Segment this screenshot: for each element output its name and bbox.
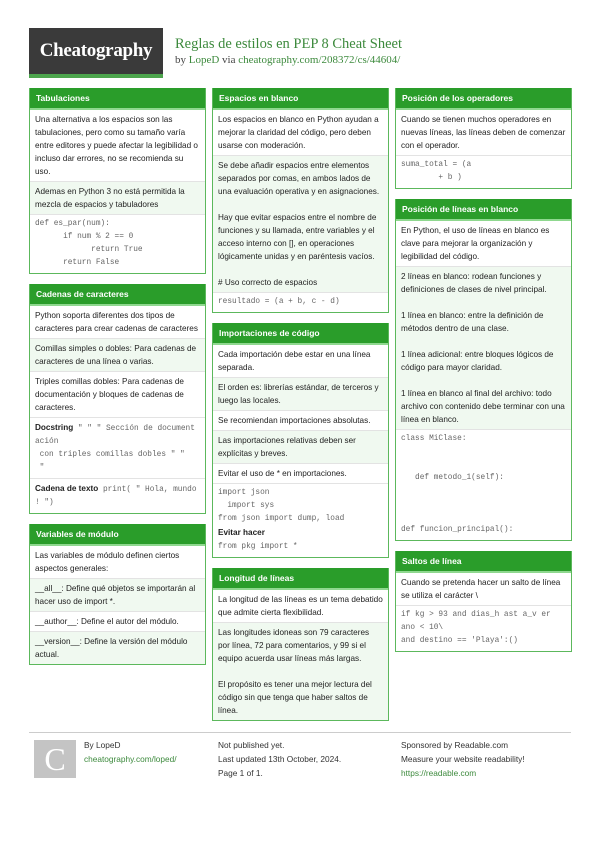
section-title: Longitud de líneas	[213, 568, 388, 590]
paragraph: Cada importación debe estar en una línea separada.	[213, 345, 388, 378]
docstring-example	[30, 418, 205, 479]
paragraph: Cuando se tienen muchos operadores en nuevas líneas, las líneas deben de comenzar con el operador.	[396, 110, 571, 156]
paragraph: Ademas en Python 3 no está permitida la mezcla de espacios y tabuladores	[30, 182, 205, 215]
paragraph: Las importaciones relativas deben ser explícitas y breves.	[213, 431, 388, 464]
footer-readable-link[interactable]: https://readable.com	[401, 768, 477, 778]
docstring-code: " " " Sección de document ación con triples comillas dobles " " "	[35, 425, 195, 472]
section-title: Tabulaciones	[30, 88, 205, 110]
section-espacios	[212, 88, 389, 313]
sheet-url-link[interactable]: cheatography.com/208372/cs/44604/	[238, 54, 401, 66]
string-example	[30, 479, 205, 513]
section-title: Cadenas de caracteres	[30, 284, 205, 306]
paragraph: En Python, el uso de líneas en blanco es clave para mejorar la organización y legibilidad del código.	[396, 221, 571, 267]
column-3	[395, 88, 572, 662]
paragraph: __author__: Define el autor del módulo.	[30, 612, 205, 632]
section-cadenas	[29, 284, 206, 514]
footer-author-link[interactable]: cheatography.com/loped/	[84, 754, 177, 764]
import-code: import json import sys from json import dump, load	[218, 489, 345, 523]
code-block: if kg > 93 and dias_h ast a_v er ano < 10\ and destino == 'Playa':()	[401, 611, 551, 645]
string-code: print( " Hola, mundo ! ")	[35, 486, 197, 507]
paragraph: Comillas simples o dobles: Para cadenas de caracteres de una línea o varias.	[30, 339, 205, 372]
paragraph: 2 líneas en blanco: rodean funciones y definiciones de clases de nivel principal. 1 línea en blanco: entre la definición de métodos dentro de una clase. 1 línea adicional: entre bloques lógicos de código para mayor claridad. 1 línea en blanco al final del archivo: todo archivo con contenido debe terminar con una línea en blanco.	[396, 267, 571, 430]
logo-accent-bar	[29, 74, 163, 78]
section-title: Variables de módulo	[30, 524, 205, 546]
paragraph: __version__: Define la versión del módulo actual.	[30, 632, 205, 664]
section-title: Saltos de línea	[396, 551, 571, 573]
author-avatar: C	[34, 740, 76, 778]
footer-updated: Last updated 13th October, 2024.	[218, 754, 342, 764]
paragraph: Cuando se pretenda hacer un salto de línea se utiliza el carácter \	[396, 573, 571, 606]
import-star-code: from pkg import *	[218, 543, 298, 551]
paragraph: Los espacios en blanco en Python ayudan a mejorar la claridad del código, pero deben usarse con moderación.	[213, 110, 388, 156]
paragraph: Python soporta diferentes dos tipos de caracteres para crear cadenas de caracteres	[30, 306, 205, 339]
evitar-label: Evitar hacer	[218, 528, 265, 537]
footer-page: Page 1 of 1.	[218, 768, 263, 778]
paragraph: Triples comillas dobles: Para cadenas de documentación y bloques de cadenas de caracteres.	[30, 372, 205, 418]
section-variables	[29, 524, 206, 665]
section-title: Posición de los operadores	[396, 88, 571, 110]
section-lineas-blanco	[395, 199, 572, 541]
paragraph: Se debe añadir espacios entre elementos separados por comas, en ambos lados de una evaluación operativa y en asignaciones. Hay que evitar espacios entre el nombre de funciones y su llamada, entre variables y el acceso interno con [], en operaciones lógicamente unidas y en paréntesis vacíos. # Uso correcto de espacios	[213, 156, 388, 293]
footer-published: Not published yet.	[218, 740, 285, 750]
footer-meta	[218, 738, 341, 780]
paragraph: Se recomiendan importaciones absolutas.	[213, 411, 388, 431]
section-posicion-operadores	[395, 88, 572, 189]
section-importaciones	[212, 323, 389, 558]
footer-measure: Measure your website readability!	[401, 754, 525, 764]
section-longitud	[212, 568, 389, 721]
footer-sponsor	[401, 738, 525, 780]
column-1	[29, 88, 206, 675]
column-2	[212, 88, 389, 731]
paragraph: Las variables de módulo definen ciertos aspectos generales:	[30, 546, 205, 579]
docstring-label: Docstring	[35, 423, 74, 432]
section-title: Posición de líneas en blanco	[396, 199, 571, 221]
paragraph: La longitud de las líneas es un tema debatido que admite cierta flexibilidad.	[213, 590, 388, 623]
by-label: by	[175, 54, 186, 66]
code-block: class MiClase: def metodo_1(self): def funcion_principal():	[401, 435, 514, 534]
footer-sponsored: Sponsored by Readable.com	[401, 740, 509, 750]
section-saltos	[395, 551, 572, 652]
section-title: Espacios en blanco	[213, 88, 388, 110]
code-block: def es_par(num): if num % 2 == 0 return True return False	[35, 220, 143, 267]
paragraph: __all__: Define qué objetos se importarán al hacer uso de import *.	[30, 579, 205, 612]
section-title: Importaciones de código	[213, 323, 388, 345]
via-label: via	[222, 54, 236, 66]
paragraph: Una alternativa a los espacios son las tabulaciones, pero como su tamaño varía entre editores y puede afectar la legibilidad o incluso dar errores, no se recomienda su uso.	[30, 110, 205, 182]
footer-divider	[29, 732, 571, 733]
code-block: resultado = (a + b, c - d)	[218, 298, 340, 306]
section-tabulaciones	[29, 88, 206, 274]
cheatography-logo[interactable]: Cheatography	[29, 28, 163, 74]
byline	[175, 54, 400, 66]
string-label: Cadena de texto	[35, 484, 99, 493]
footer-by-label: By LopeD	[84, 740, 121, 750]
code-block: suma_total = (a + b )	[401, 161, 472, 182]
paragraph: El orden es: librerías estándar, de terceros y luego las locales.	[213, 378, 388, 411]
footer-author	[84, 738, 177, 766]
page-title: Reglas de estilos en PEP 8 Cheat Sheet	[175, 36, 403, 52]
paragraph: Evitar el uso de * en importaciones.	[213, 464, 388, 484]
paragraph: Las longitudes idoneas son 79 caracteres por línea, 72 para comentarios, y 99 si el equipo acuerda usar líneas más largas. El propósito es tener una mejor lectura del código sin que tenga que haber saltos de línea.	[213, 623, 388, 720]
author-link[interactable]: LopeD	[188, 54, 220, 66]
code-block	[213, 484, 388, 557]
